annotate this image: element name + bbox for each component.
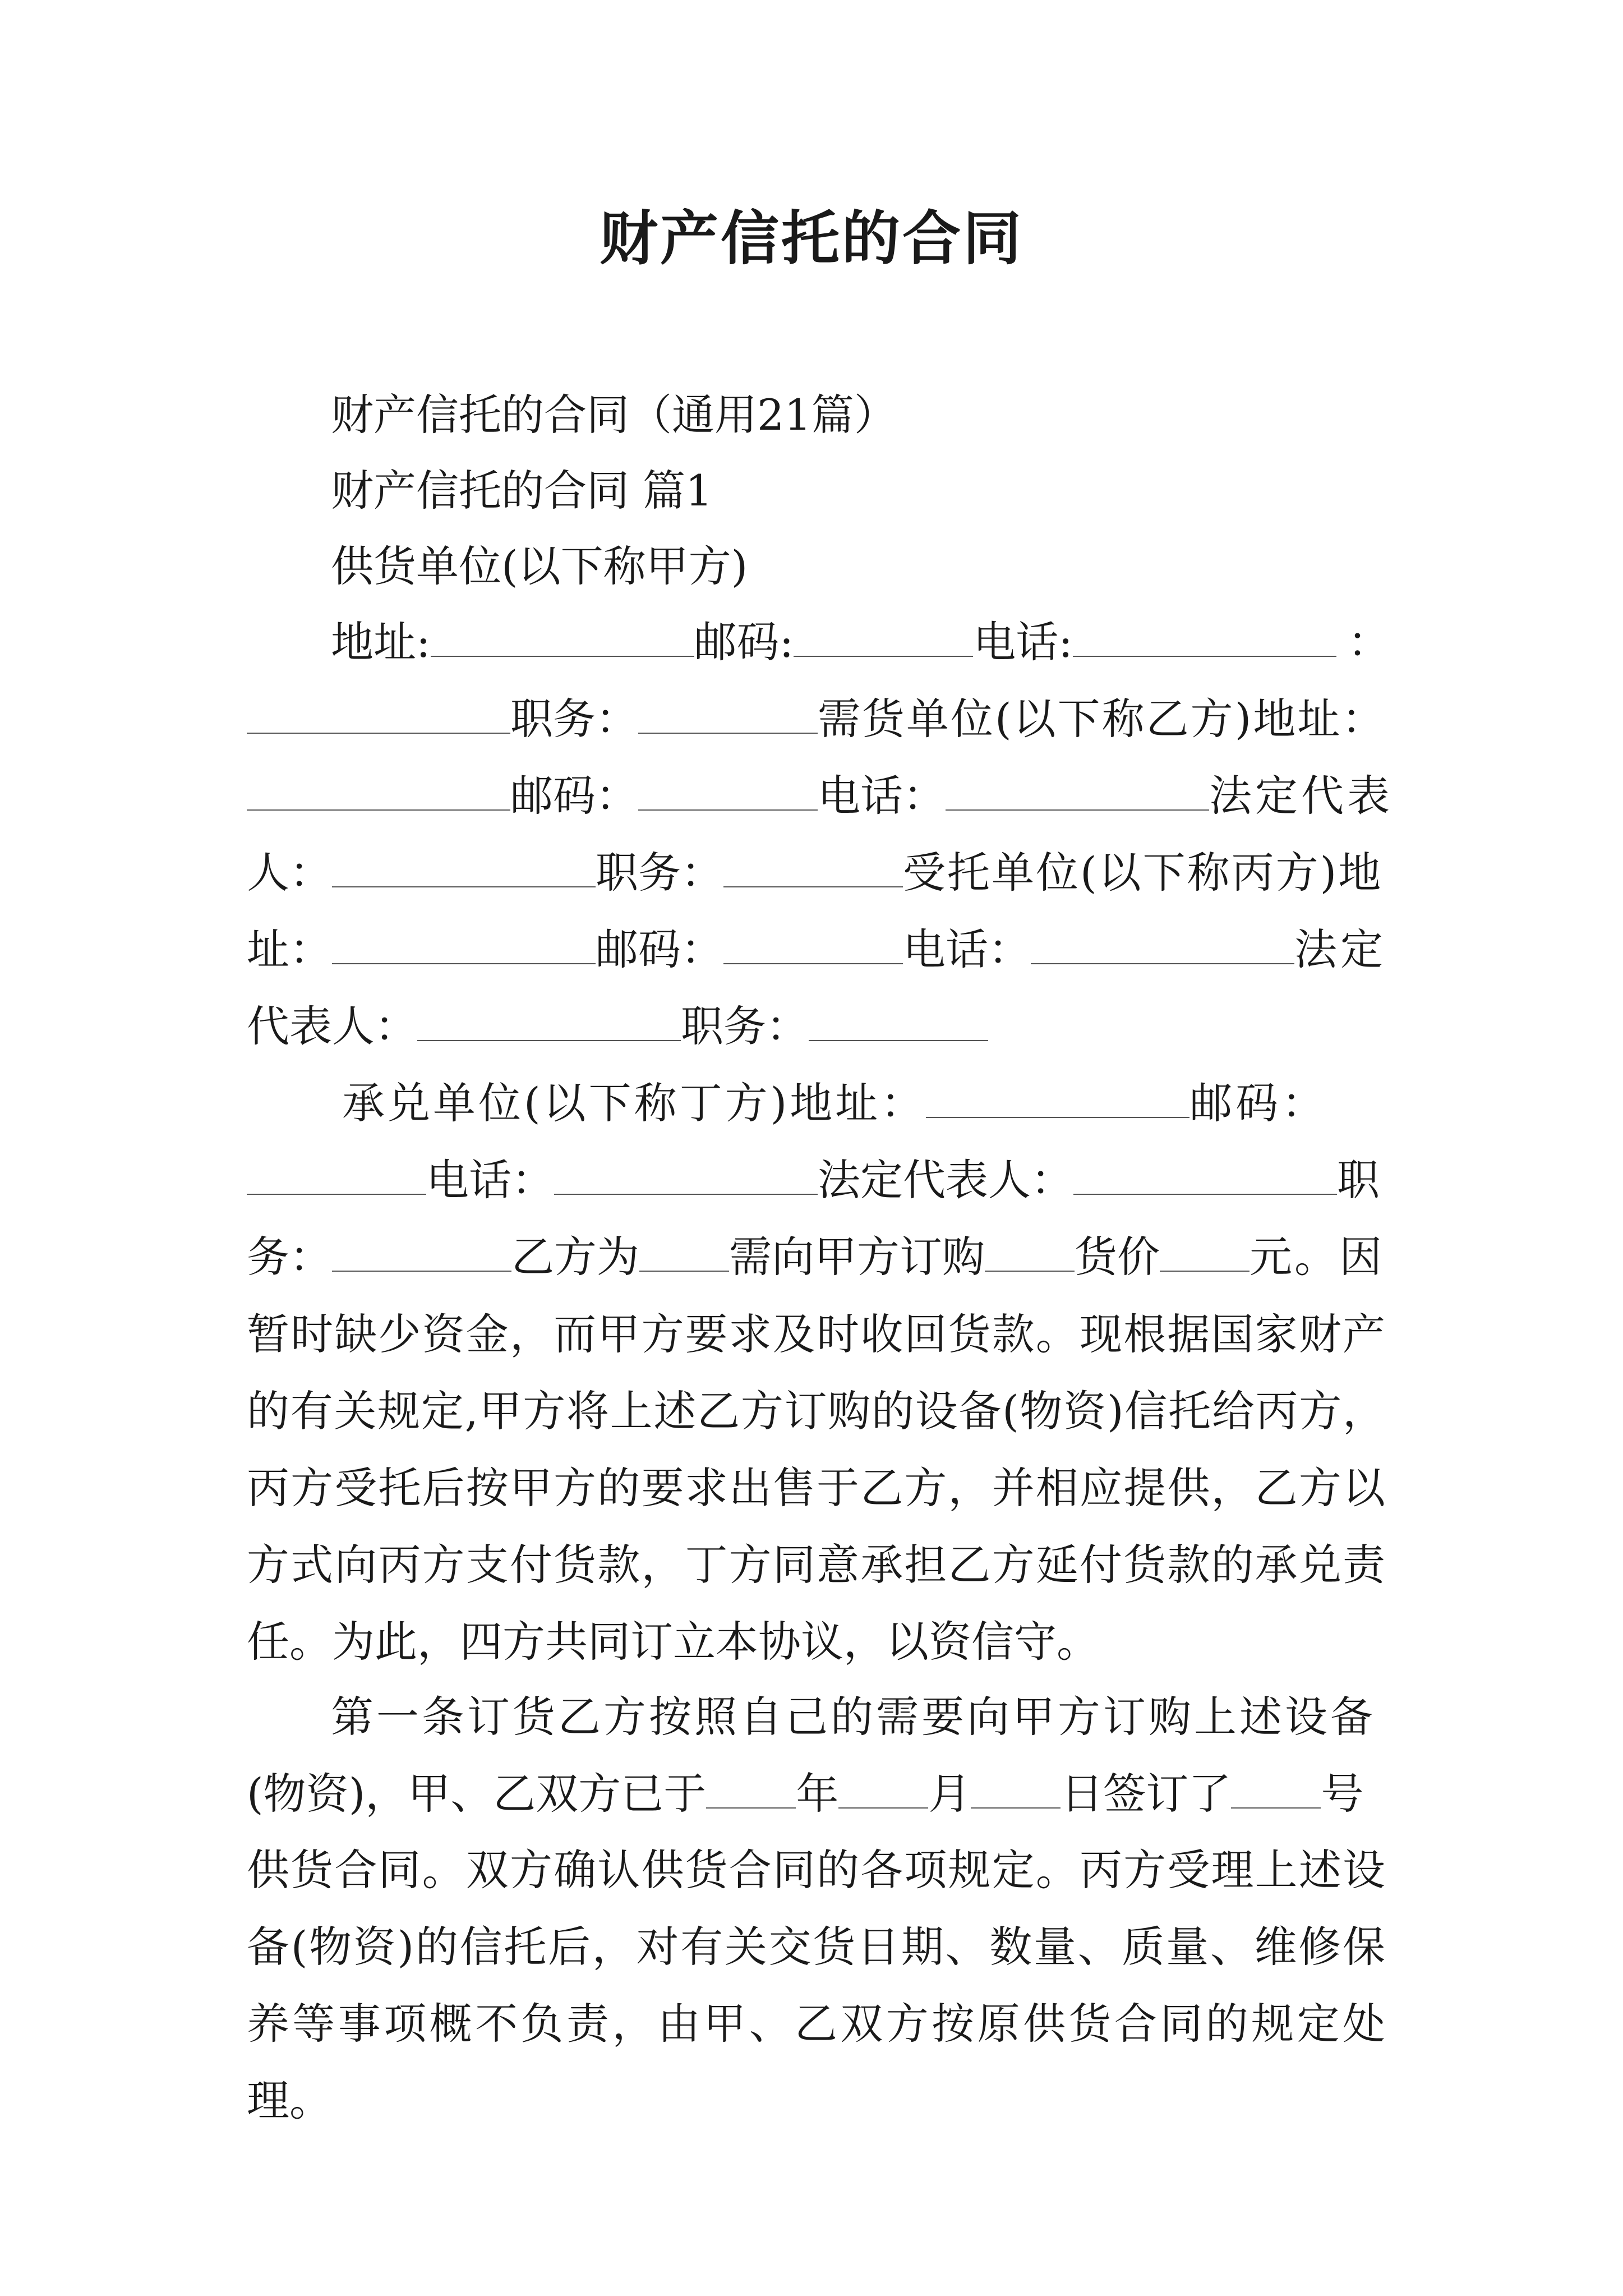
acceptor-label: 承兑单位(以下称丁方)地址： — [342, 1078, 926, 1128]
buyer-label: 需货单位(以下称乙方)地址： — [818, 694, 1386, 744]
year-blank[interactable] — [706, 1768, 796, 1809]
duty-label: 职务： — [510, 694, 638, 744]
party-line-9 — [247, 1229, 1384, 1285]
address-blank[interactable] — [431, 616, 694, 657]
para-a4: 元。因 — [1249, 1232, 1384, 1282]
party-line-1 — [331, 614, 1390, 670]
duty2-blank[interactable] — [723, 847, 903, 887]
month-blank[interactable] — [838, 1768, 928, 1809]
article1-line-a: 第一条订货乙方按照自己的需要向甲方订购上述设备 — [331, 1692, 1376, 1742]
phone-label: 电话: — [973, 617, 1073, 667]
phone4-label: 电话： — [426, 1155, 554, 1205]
postcode4-label: 邮码： — [1189, 1078, 1328, 1128]
party-line-4 — [247, 845, 1382, 901]
addr-label: 址： — [247, 924, 332, 974]
day-blank[interactable] — [971, 1768, 1061, 1809]
trustee-rep-blank[interactable] — [417, 1001, 681, 1041]
postcode-label: 邮码: — [694, 617, 794, 667]
para-a1: 乙方为 — [511, 1232, 639, 1282]
legal-rep2-label: 法定 — [1294, 924, 1386, 974]
postcode2-blank[interactable] — [638, 770, 818, 811]
article1-line-b — [247, 1766, 1363, 1822]
party-line-7 — [342, 1075, 1327, 1131]
postcode2-label: 邮码： — [510, 771, 638, 821]
postcode-blank[interactable] — [794, 616, 973, 657]
phone3-blank[interactable] — [1031, 924, 1294, 964]
buyer-address-blank[interactable] — [247, 770, 510, 811]
duty4b-label: 务： — [247, 1232, 332, 1282]
main-paragraph: 暂时缺少资金，而甲方要求及时收回货款。现根据国家财产的有关规定,甲方将上述乙方订购的设备(物资)信托给丙方，丙方受托后按甲方的要求出售于乙方，并相应提供，乙方以方式向丙方支付货款，丁方同意承担乙方延付货款的承兑责任。为此，四方共同订立本协议，以资信守。 — [247, 1309, 1385, 1667]
rep-blank[interactable] — [247, 693, 510, 734]
trustee-label: 受托单位(以下称丙方)地 — [903, 848, 1383, 898]
postcode3-blank[interactable] — [723, 924, 903, 964]
duty4-blank[interactable] — [332, 1231, 511, 1272]
phone2-blank[interactable] — [946, 770, 1209, 811]
legal-rep3-label: 法定代表人： — [818, 1155, 1073, 1205]
address-label: 地址: — [331, 617, 431, 667]
contract-number-blank[interactable] — [1231, 1768, 1321, 1809]
trustee-address-blank[interactable] — [332, 924, 596, 964]
duty2-label: 职务： — [596, 848, 723, 898]
rep-person-label: 代表人： — [247, 1001, 417, 1051]
duty4a-label: 职 — [1337, 1155, 1380, 1205]
article1-paragraph: 供货合同。双方确认供货合同的各项规定。丙方受理上述设备(物资)的信托后，对有关交货日期、数量、质量、维修保养等事项概不负责，由甲、乙双方按原供货合同的规定处理。 — [247, 1845, 1385, 2125]
acceptor-address-blank[interactable] — [926, 1078, 1189, 1118]
party-line-6 — [247, 999, 988, 1055]
acceptor-rep-blank[interactable] — [1073, 1154, 1337, 1195]
buyer-rep-blank[interactable] — [332, 847, 596, 887]
article1-b3: 月 — [928, 1769, 971, 1819]
legal-rep-label: 法定代表 — [1209, 771, 1393, 821]
duty3-blank[interactable] — [809, 1001, 988, 1041]
phone4-blank[interactable] — [554, 1154, 818, 1195]
document-title: 财产信托的合同 — [599, 204, 1023, 273]
order-blank[interactable] — [639, 1231, 729, 1272]
article1-b4: 日签订了 — [1061, 1769, 1232, 1819]
party-line-5 — [247, 922, 1386, 978]
postcode4-blank[interactable] — [247, 1154, 426, 1195]
party-line-8 — [247, 1152, 1380, 1208]
article1-b1: (物资)，甲、乙双方已于 — [247, 1769, 707, 1819]
section-heading: 财产信托的合同 篇1 — [331, 466, 713, 516]
article1-b2: 年 — [796, 1769, 839, 1819]
para-a2: 需向甲方订购 — [729, 1232, 985, 1282]
colon: ： — [1347, 617, 1390, 667]
document-subtitle: 财产信托的合同（通用21篇） — [331, 390, 897, 440]
phone-blank[interactable] — [1073, 616, 1336, 657]
supplier-label: 供货单位(以下称甲方) — [331, 541, 748, 591]
phone3-label: 电话： — [903, 924, 1031, 974]
duty3-label: 职务： — [681, 1001, 809, 1051]
price-blank[interactable] — [1160, 1231, 1249, 1272]
duty-blank[interactable] — [638, 693, 818, 734]
article1-b5: 号 — [1321, 1769, 1364, 1819]
para-a3: 货价 — [1075, 1232, 1160, 1282]
phone2-label: 电话： — [818, 771, 946, 821]
party-line-2 — [247, 691, 1386, 747]
goods-blank[interactable] — [985, 1231, 1075, 1272]
postcode3-label: 邮码： — [596, 924, 723, 974]
party-line-3 — [247, 768, 1393, 824]
person-label: 人： — [247, 848, 332, 898]
